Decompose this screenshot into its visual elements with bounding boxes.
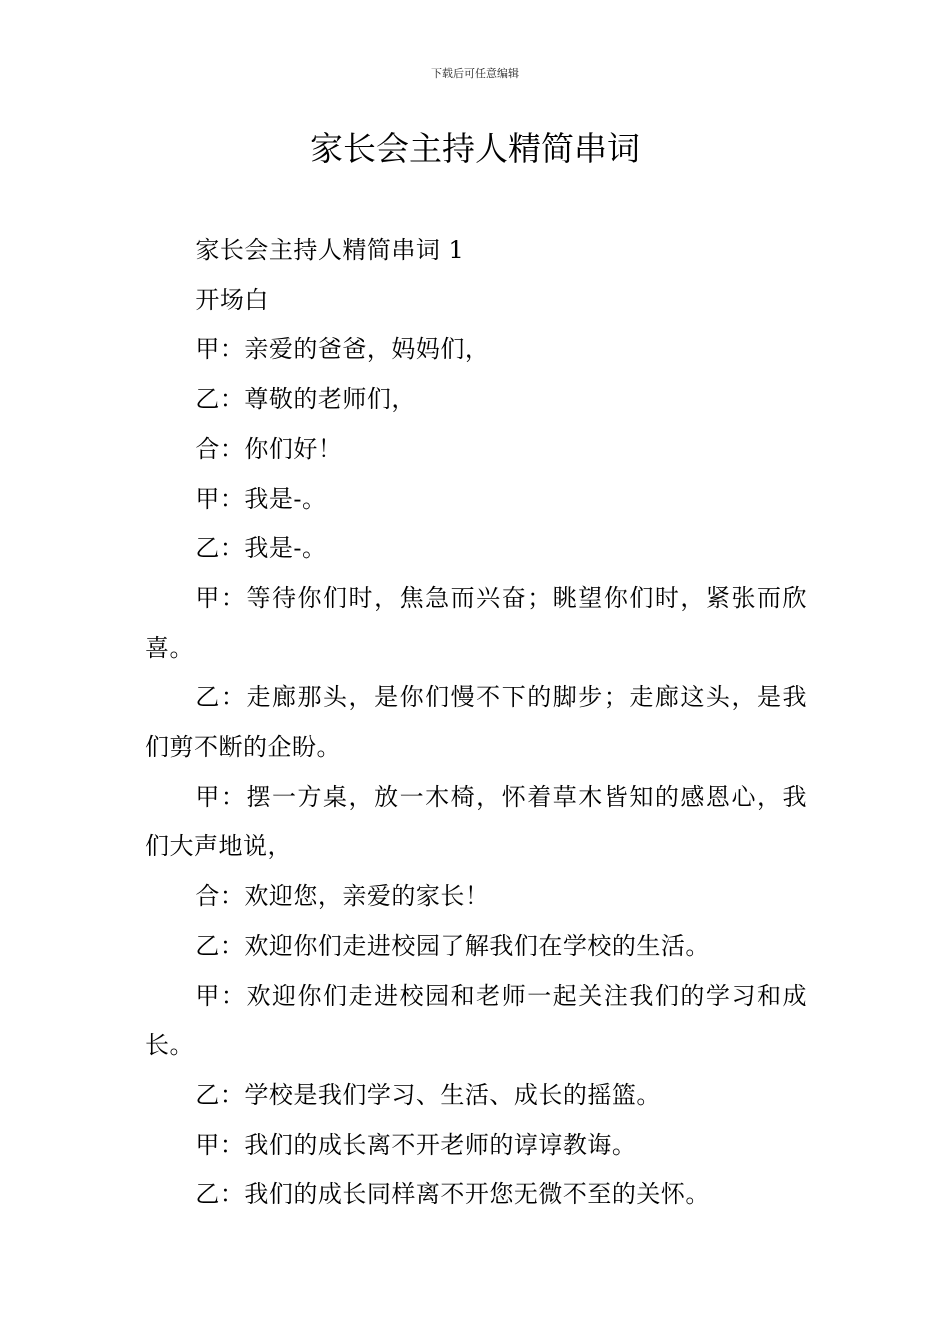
paragraph: 甲：等待你们时，焦急而兴奋；眺望你们时，紧张而欣喜。: [145, 583, 807, 662]
paragraph-subtitle: 家长会主持人精简串词 1: [195, 236, 465, 264]
paragraph: 甲：我们的成长离不开老师的谆谆教诲。: [195, 1130, 637, 1159]
paragraph: 甲：摆一方桌，放一木椅，怀着草木皆知的感恩心，我们大声地说，: [145, 782, 807, 861]
paragraph: 乙：我们的成长同样离不开您无微不至的关怀。: [195, 1180, 710, 1209]
paragraph: 甲：亲爱的爸爸，妈妈们，: [195, 335, 490, 364]
header-note: 下载后可任意编辑: [431, 67, 519, 80]
paragraph: 乙：走廊那头，是你们慢不下的脚步；走廊这头，是我们剪不断的企盼。: [145, 683, 807, 762]
paragraph: 乙：我是-。: [195, 534, 327, 563]
paragraph: 乙：欢迎你们走进校园了解我们在学校的生活。: [195, 931, 710, 960]
paragraph: 合：欢迎您，亲爱的家长！: [195, 882, 490, 911]
paragraph-section-heading: 开场白: [195, 285, 269, 314]
paragraph: 乙：尊敬的老师们，: [195, 385, 416, 414]
paragraph: 甲：我是-。: [195, 484, 327, 513]
paragraph: 甲：欢迎你们走进校园和老师一起关注我们的学习和成长。: [145, 981, 807, 1060]
paragraph: 合：你们好！: [195, 434, 343, 463]
paragraph: 乙：学校是我们学习、生活、成长的摇篮。: [195, 1080, 661, 1109]
document-body: [145, 226, 807, 1220]
document-title: 家长会主持人精简串词: [310, 129, 640, 168]
